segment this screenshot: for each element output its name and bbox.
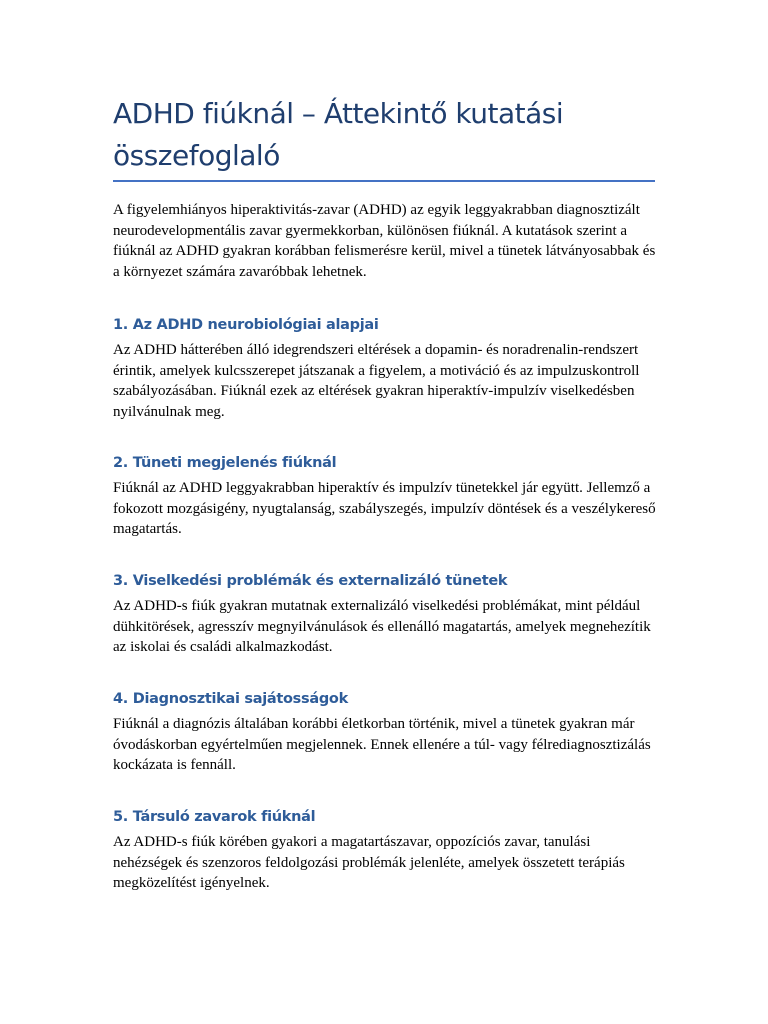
section-behavior: [113, 571, 658, 658]
section-neurobiology: [113, 315, 658, 422]
section-comorbidities: [113, 807, 658, 894]
section-heading: 1. Az ADHD neurobiológiai alapjai: [113, 317, 379, 333]
section-body: Fiúknál a diagnózis általában korábbi életkorban történik, mivel a tünetek gyakran már óvodáskorban egyértelműen megjelennek. Ennek ellenére a túl- vagy félrediagnosztizálás kockázata is fennáll.: [113, 716, 651, 773]
section-body: Az ADHD-s fiúk gyakran mutatnak externalizáló viselkedési problémákat, mint például dühkitörések, agresszív megnyilvánulások és ellenálló magatartás, amelyek megnehezítik az iskolai és családi alkalmazkodást.: [113, 598, 651, 655]
section-body: Fiúknál az ADHD leggyakrabban hiperaktív és impulzív tünetekkel jár együtt. Jellemző a fokozott mozgásigény, nyugtalanság, szabályszegés, impulzív döntések és a veszélykereső magatartás.: [113, 480, 656, 537]
section-diagnostics: [113, 689, 658, 776]
section-heading: 5. Társuló zavarok fiúknál: [113, 809, 316, 825]
section-heading: 4. Diagnosztikai sajátosságok: [113, 691, 348, 707]
section-body: Az ADHD-s fiúk körében gyakori a magatartászavar, oppozíciós zavar, tanulási nehézségek és szenzoros feldolgozási problémák jelenléte, amelyek összetett terápiás megközelítést igényelnek.: [113, 834, 625, 891]
intro-paragraph: A figyelemhiányos hiperaktivitás-zavar (ADHD) az egyik leggyakrabban diagnosztizált neurodevelopmentális zavar gyermekkorban, különösen fiúknál. A kutatások szerint a fiúknál az ADHD gyakran korábban felismerésre kerül, mivel a tünetek látványosabbak és a környezet számára zavaróbbak lehetnek.: [113, 202, 656, 280]
title-underline: [113, 180, 655, 182]
document-title: ADHD fiúknál – Áttekintő kutatási összefoglaló: [113, 97, 564, 172]
section-heading: 2. Tüneti megjelenés fiúknál: [113, 455, 337, 471]
section-heading: 3. Viselkedési problémák és externalizáló tünetek: [113, 573, 508, 589]
section-body: Az ADHD hátterében álló idegrendszeri eltérések a dopamin- és noradrenalin-rendszert érintik, amelyek kulcsszerepet játszanak a figyelem, a motiváció és az impulzuskontroll szabályozásában. Fiúknál ezek az eltérések gyakran hiperaktív-impulzív viselkedésben nyilvánulnak meg.: [113, 342, 640, 420]
section-symptoms: [113, 453, 658, 540]
